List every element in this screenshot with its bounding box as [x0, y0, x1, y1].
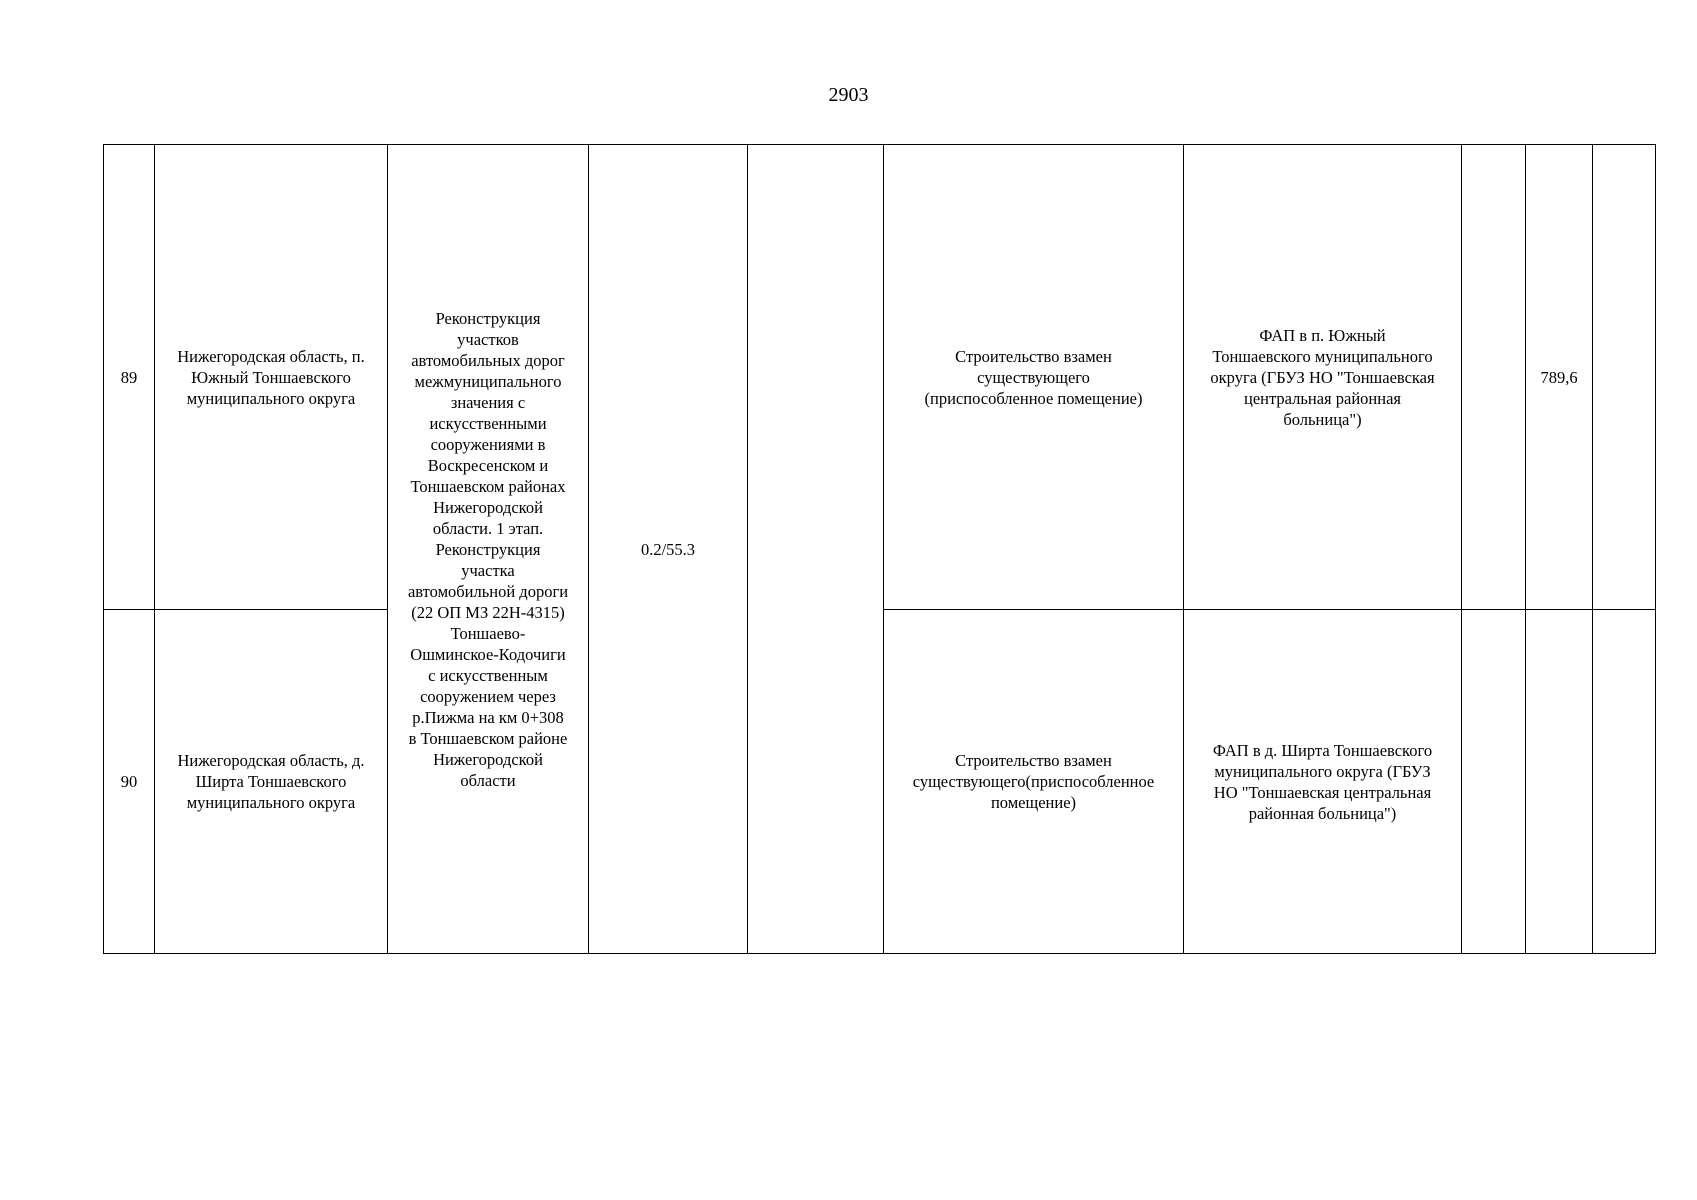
page-number: 2903 — [828, 84, 869, 106]
distance-cell: 0.2/55.3 — [589, 145, 748, 954]
table-row — [104, 145, 1656, 610]
empty-cell — [1462, 145, 1526, 610]
empty-cell — [1593, 145, 1656, 610]
row-number: 90 — [104, 610, 155, 954]
empty-cell — [748, 145, 884, 954]
value-cell — [1526, 610, 1593, 954]
empty-cell — [1593, 610, 1656, 954]
road-project-cell: Реконструкция участков автомобильных дорог межмуниципального значения с искусственными сооружениями в Воскресенском и Тоншаевском районах Нижегородской области. 1 этап. Реконструкция участка автомобильной дороги (22 ОП МЗ 22Н-4315) Тоншаево- Ошминское-Кодочиги с искусственным сооружением через р.Пижма на км 0+308 в Тоншаевском районе Нижегородской области — [388, 145, 589, 954]
empty-cell — [1462, 610, 1526, 954]
work-type-cell: Строительство взамен существующего (приспособленное помещение) — [884, 145, 1184, 610]
value-cell: 789,6 — [1526, 145, 1593, 610]
location-cell: Нижегородская область, д. Ширта Тоншаевского муниципального округа — [155, 610, 388, 954]
work-type-cell: Строительство взамен существующего(приспособленное помещение) — [884, 610, 1184, 954]
facilities-table — [103, 144, 1656, 954]
facility-cell: ФАП в д. Ширта Тоншаевского муниципального округа (ГБУЗ НО "Тоншаевская центральная районная больница") — [1184, 610, 1462, 954]
row-number: 89 — [104, 145, 155, 610]
location-cell: Нижегородская область, п. Южный Тоншаевского муниципального округа — [155, 145, 388, 610]
facility-cell: ФАП в п. Южный Тоншаевского муниципального округа (ГБУЗ НО "Тоншаевская центральная районная больница") — [1184, 145, 1462, 610]
